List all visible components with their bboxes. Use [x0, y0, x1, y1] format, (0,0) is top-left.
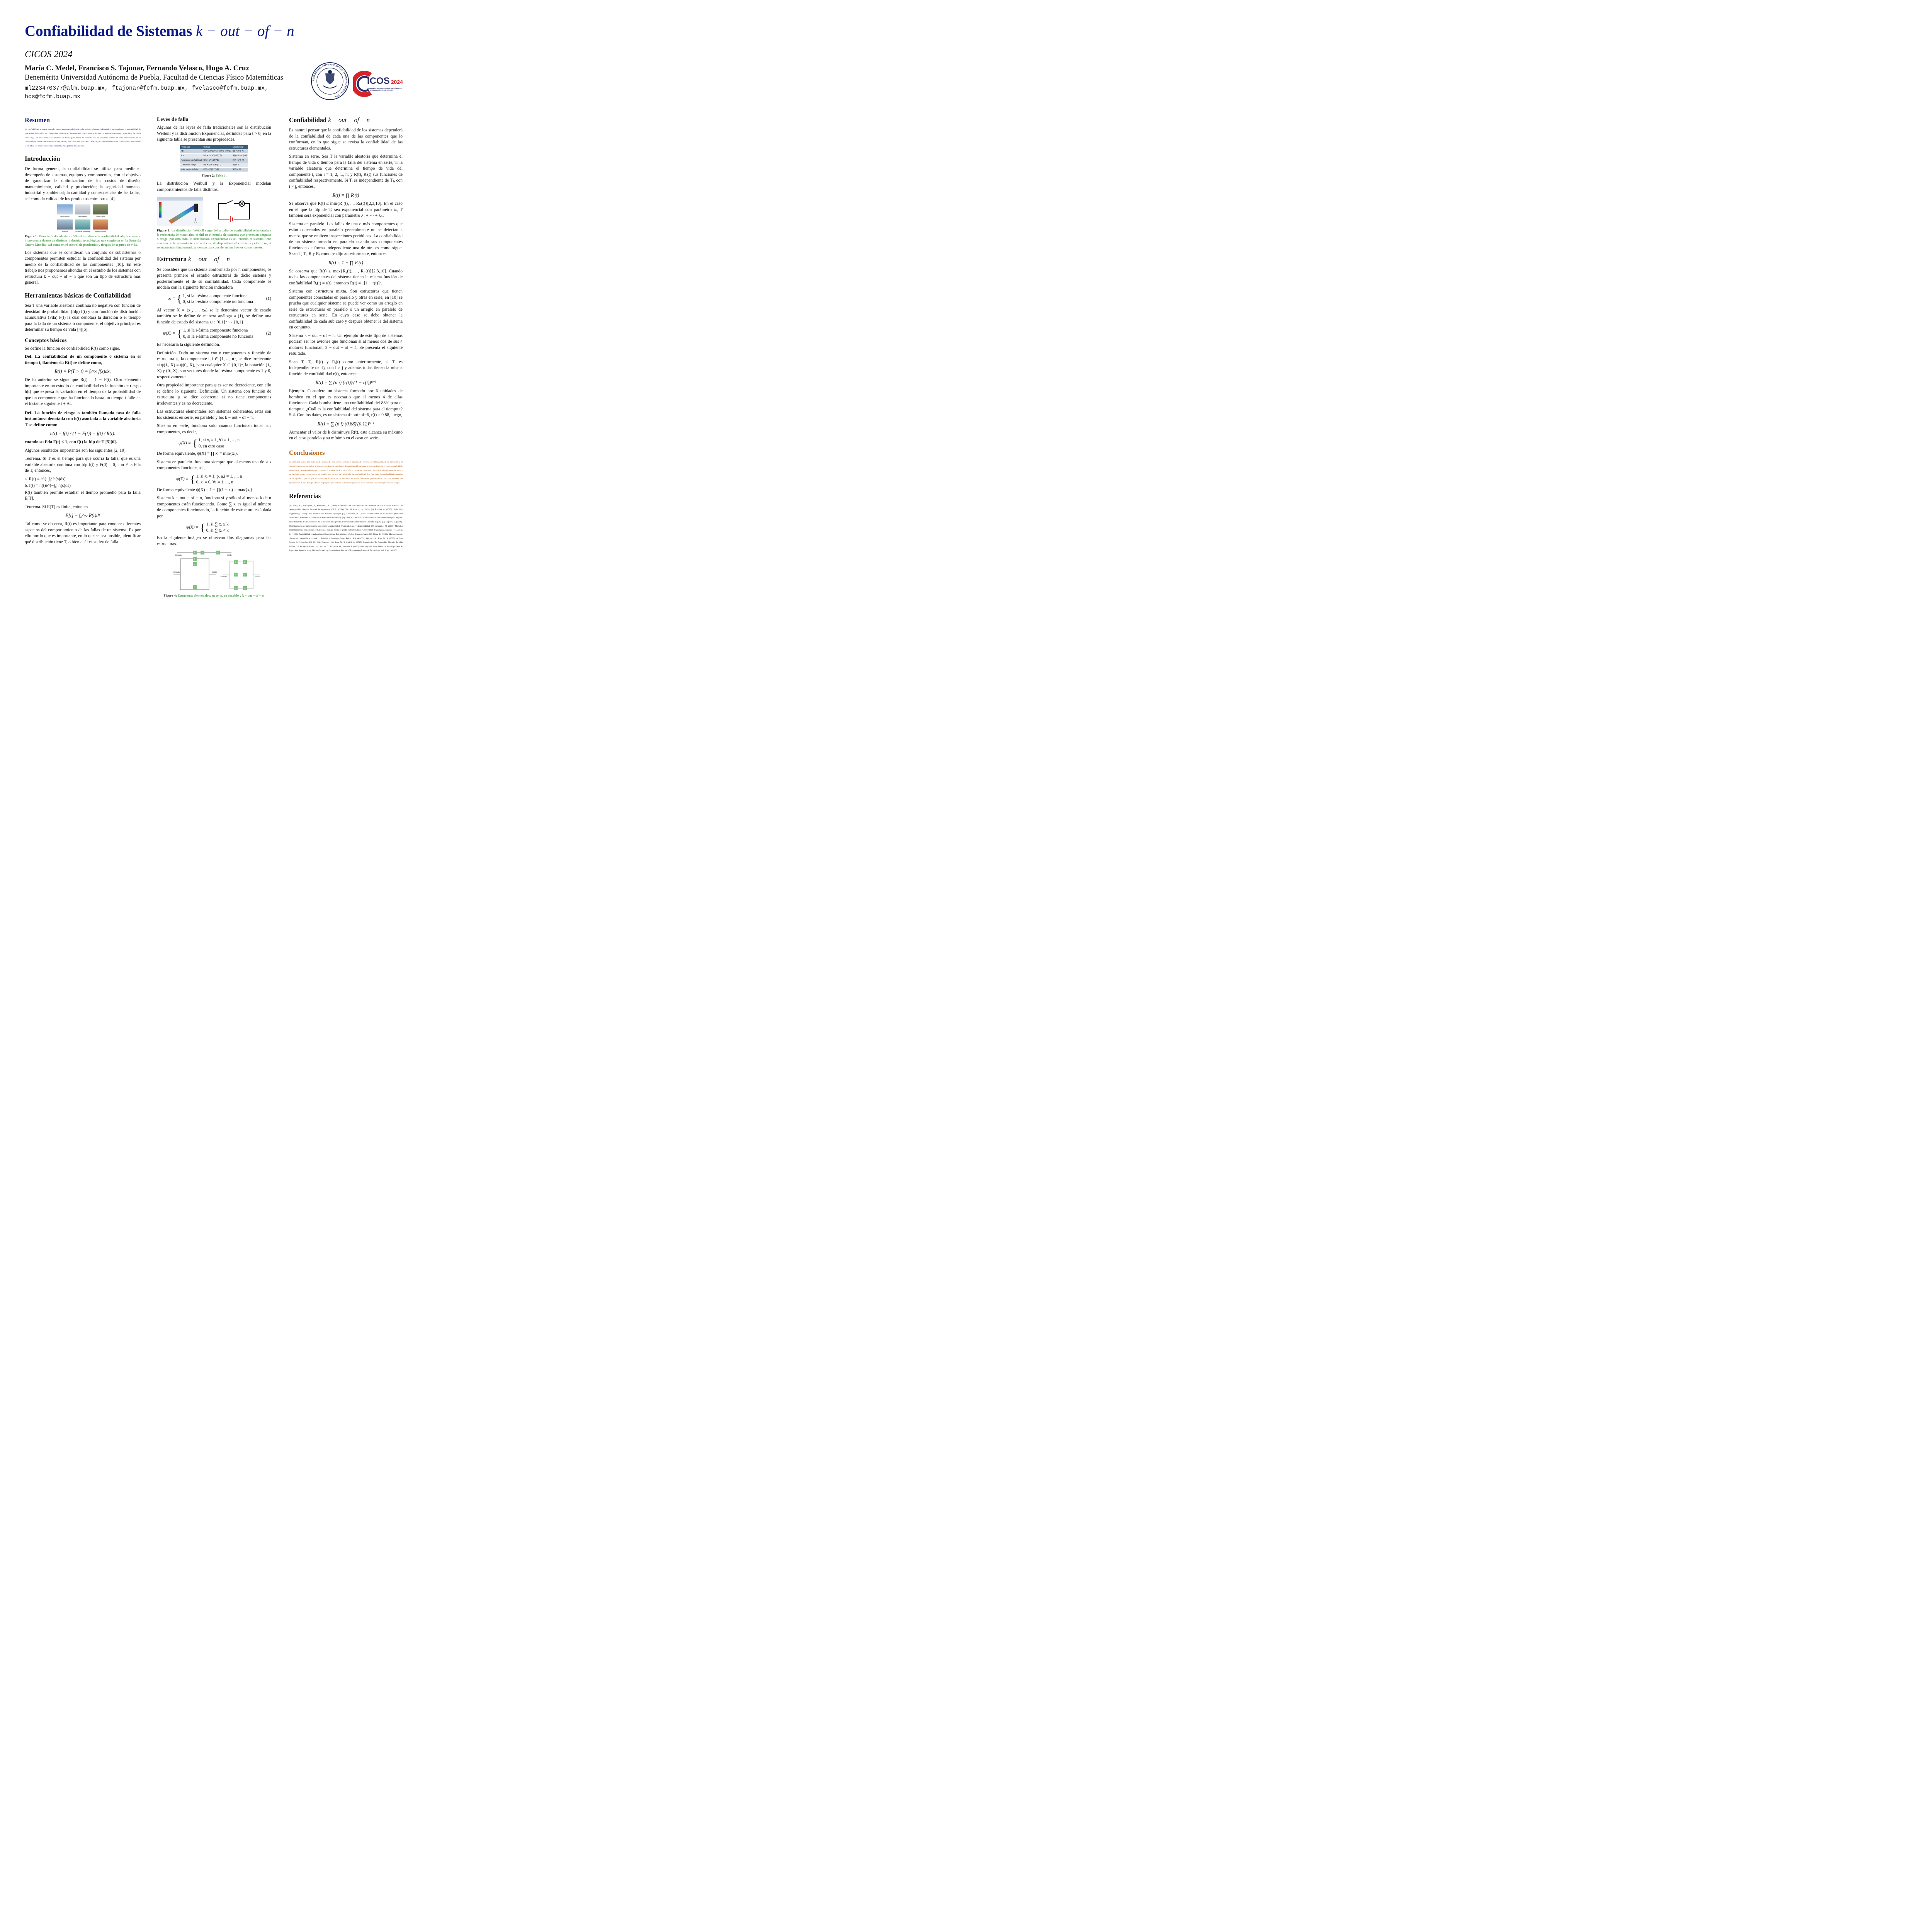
est-eq2-lhs: ψ(X) =: [163, 331, 176, 336]
table-cell: h(t) = (β/θ^β) t^(β−1): [202, 163, 232, 167]
resumen-text: La confiabilidad se puede entender como una característica de todo artículo, sistema o dispositivo, expresada por la probabilidad de que realice la función para la que fue diseñado en determinadas condiciones y durante un intervalo de tiempo específico, denotada como R(t). En este trabajo se estudiará la forma para medir la confiabilidad de sistemas cuando se tiene información de la confiabilidad de sus subsistemas o componentes, y se conoce su estructura. Además, se realiza el estudio de confiabilidad de sistemas k-out-of-n, los cuales poseen una estructura más general de conexión.: [25, 128, 141, 147]
table-cell: Función de riesgo: [180, 163, 202, 167]
conf-heading: [289, 116, 403, 124]
estructura-heading: [157, 255, 271, 264]
est-eq5-lhs: ψ(X) =: [186, 525, 199, 530]
fig1-thumb: [93, 219, 108, 232]
table-cell: E[T] = (θ/β) Γ(1/β): [202, 167, 232, 172]
cicos-sub2: EN OPTIMIZACIÓN Y SOFTWARE: [367, 89, 393, 91]
svg-text:3: 3: [244, 587, 245, 590]
est-p2: Al vector X = (x₁, ..., xₙ) se le denomina vector de estado también se le define de manera análoga a (1), se define una función de estado del sistema ψ : {0,1}ⁿ → {0,1}.: [157, 308, 271, 325]
estructura-heading-math: k − out − of − n: [188, 255, 230, 263]
cicos-sub1: CONGRESO INTERNACIONAL DE CÓMPUTO: [367, 87, 402, 89]
failure-laws-table: [180, 145, 248, 172]
circuit-image: [215, 200, 253, 223]
affiliation: Benemérita Universidad Autónoma de Puebla, Facultad de Ciencias Físico Matemáticas: [25, 73, 284, 82]
fig3-cap-label: Figure 3:: [157, 228, 170, 233]
est-p12: En la siguiente imágen se observan llos diagramas para las estructuras.: [157, 536, 271, 546]
conf-p2: Sistema en serie. Sea T la variable aleatoria que determina el tiempo de vida o tiempo para la falla del sistema en serie, Tᵢ la variable aleatoria que determina el tiempo de vida del componente i, con i = 1, 2, ..., n; y R(t), Rᵢ(t) sus funciones de confiabilidad respectivamente. Si Tᵢ es independiente de Tⱼ, con i ≠ j, entonces,: [289, 154, 403, 189]
fig4-cap-label: Figure 4:: [163, 594, 177, 598]
emails: [25, 84, 307, 101]
conf-p1: Es natural pensar que la confiabilidad de los sistemas dependerá de la confiabilidad de cada una de las componentes que lo conforman, en lo que sigue se revisa la confiabilidad de las estructuras elementales.: [289, 128, 403, 151]
figure-1-caption: [25, 234, 141, 247]
est-p9: Sistema en paralelo. funciona siempre que al menos una de sus componentes funcione, así,: [157, 459, 271, 471]
diag-entrada-2: Entrada: [173, 571, 180, 573]
table-cell: R(t) = e^(−λt): [232, 158, 248, 163]
conf-eq1: R(t) = ∏ Rᵢ(t): [332, 192, 359, 198]
herr-p1: Sea T una variable aleatoria continua no negativa con función de densidad de probabilidad (fdp) f(t) y con función de distribución acumulativa (Fda) F(t) la cual denotará la duración o el tiempo para la falla de un sistema o componente, el objetivo principal es determinar su tiempo de vida [4][5].: [25, 303, 141, 332]
column-3: [289, 116, 403, 556]
est-eq4-lhs: ψ(X) =: [176, 477, 189, 482]
est-eq4b: 0, xᵢ = 0, ∀i = 1, ..., n: [196, 480, 233, 485]
figure-1: [50, 204, 116, 233]
conf-eq3: R(t) = ∑ (n i) (r(t))ⁱ(1 − r(t))ⁿ⁻ⁱ: [315, 380, 376, 386]
cicos-word: ICOS: [367, 76, 390, 86]
table-cell: E(T) = 1/λ: [232, 167, 248, 172]
conference-name: CICOS 2024: [25, 49, 73, 60]
table-row: [180, 163, 248, 167]
fig2-cap-label: Figure 2:: [201, 173, 215, 178]
table-cell: F(t) = 1 − e^(−(t/θ)^β): [202, 154, 232, 158]
cicos-year: 2024: [391, 79, 403, 85]
est-p10: De forma equivalente ψ(X) = 1 − ∏(1 − xᵢ) = max{xᵢ}.: [157, 487, 253, 492]
diag-salida-1: Salida: [227, 554, 232, 556]
table-cell: f(t) = (β/θ^β) t^(β−1) e^(−(t/θ)^β): [202, 149, 232, 153]
fig1-cap-label: Figure 1:: [25, 234, 38, 238]
est-eq5: ψ(X) = { 1, si ∑ xᵢ ≥ k 0, si ∑ xᵢ < k: [186, 522, 229, 533]
conf-heading-math: k − out − of − n: [328, 116, 370, 124]
herr-def2b: cuando su Fda F(t) < 1, con f(t) la fdp de T [5][6].: [25, 440, 117, 445]
herr-p5: R(t) también permite estudiar el tiempo promedio para la falla E[T].: [25, 490, 141, 501]
figure-4-caption: [157, 594, 271, 598]
conclusiones-heading: Conclusiones: [289, 449, 325, 456]
column-1: [25, 116, 141, 548]
leyes-p1: Algunas de las leyes de falla tradicionales son la distribución Weibull y la distribución Exponencial, definidas para t > 0, en la siguiente tabla se presentan sus propiedades.: [157, 125, 271, 142]
est-p11: Sistema k − out − of − n, funciona sí y sólo sí al menos k de n componentes están funcionando. Como ∑ xᵢ es igual al número de componentes funcionando, la función de estructura está dada por: [157, 496, 271, 519]
conf-p10: Aumentar el valor de k disminuye R(t), esta alcanza su máximo en el caso paralelo y su mínimo en el caso en serie.: [289, 430, 403, 441]
fig1-label: Aeroespacial: [60, 215, 70, 217]
herr-teo1a: a. R(t) = e^(−∫₀ᵗ h(s)ds): [25, 476, 66, 481]
fig1-thumb: [57, 219, 73, 232]
table-cell: fdp: [180, 149, 202, 153]
table-cell: h(t) = λ: [232, 163, 248, 167]
est-p8: De forma equivalente, ψ(X) = ∏ xᵢ = min{xᵢ}.: [157, 451, 238, 456]
fig1-thumb: [75, 204, 90, 217]
conclusiones-text: La confiabilidad es una función del diseño del dispositivo, sistema o equipo, del proceso de fabricación, de la operación y el mantenimiento que se realice al dispositivo, sistema o equipo; y de otras consideraciones de ingeniería como el costo, complejidad, el tamaño y peso real del equipo o sistema. Los sistemas k − out − of − n contienen como caso particular a los sistemas en serie y en paralelo, son en consecuencia un modelo más general para el estudio de confiabilidad. Las funciones de confiabilidad dependen de la fdp de T, por lo que es importante ahondar en los modelos de ajuste, aunque es posible optar por otros métodos no paramétricos. Como trabajo a futuro se propone profundizar en la investigación de estos sistemas con investigaciones de campo.: [289, 461, 403, 484]
buap-logo: [311, 62, 349, 100]
est-eq4a: 1, si xᵢ = 1, p. a.i = 1, ..., n: [196, 474, 242, 479]
conf-p4: Sistema en paralelo. Las fallas de una o más componentes que están conectados en paralelo generalmente no se detectan a menos que se realicen inspecciones periódicas. La confiabilidad de un sistema armado en paralelo cuando sus componentes funcionan de forma independiente una de otra es como sigue. Sean T, Tᵢ, R y Rᵢ como se dijo anteriormente, entonces: [289, 221, 403, 257]
conf-p8: Sean T, Tᵢ, R(t) y Rᵢ(t) como anteriormente, si Tᵢ es independiente de Tⱼ, con i ≠ j y además todas tienen la misma función de confiabilidad r(t), entonces:: [289, 359, 403, 376]
est-eq2b: 0, si la i-ésima componente no funciona: [183, 334, 253, 339]
fig1-label: Control de pandemias: [75, 230, 90, 233]
herr-p3: De lo anterior se sigue que R(t) = 1 − F(t). Otro elemento importante en un estudio de confiabilidad es la función de riesgo h(t) que expresa la variación en el tiempo de la probabilidad de que un componente que ha funcionado hasta un tiempo t falle en el instante siguiente t + Δt.: [25, 378, 141, 406]
fig1-label: Aeronáutica: [78, 215, 87, 217]
est-eq5a: 1, si ∑ xᵢ ≥ k: [206, 522, 229, 527]
svg-text:⋮: ⋮: [194, 572, 196, 574]
herr-p2: Se define la función de confiabilidad R(t) como sigue.: [25, 346, 121, 351]
authors: María C. Medel, Francisco S. Tajonar, Fernando Velasco, Hugo A. Cruz: [25, 64, 249, 72]
table-cell: f(t) = λe^(−λt): [232, 149, 248, 153]
conf-p5: Se observa que R(t) ≥ max{R₁(t), ..., Rₙ(t)}[2,3,10]. Cuando todas las componentes del sistema tienen la misma función de confiabilidad Rᵢ(t) = r(t), entonces R(t) = 1[1 − r(t)]ⁿ.: [289, 269, 403, 286]
fig1-label: Energía: [62, 230, 68, 233]
beam-stress-image: [157, 197, 203, 226]
est-eq1: xᵢ = { 1, si la i-ésima componente funciona 0, si la i-ésima componente no funciona (1): [168, 293, 271, 305]
conf-p7: Sistema k − out − of − n. Un ejemplo de este tipo de sistemas podrían ser los aviones que funcionan si al menos dos de sus 4 motores funcionan, 2 − out − of − 4. Se presenta el siguiente resultado.: [289, 333, 403, 356]
svg-text:2: 2: [202, 552, 203, 554]
table-header: Exponencial: [232, 145, 248, 150]
conf-p3: Se observa que R(t) ≤ min{R₁(t), ..., Rₙ(t)}[2,3,10]. En el caso en el que la fdp de Tᵢ sea exponencial con parámetro λᵢ, T también será exponencial con parámetro λ₁ + ··· + λₙ.: [289, 201, 403, 218]
fig3-cap-text: La distribución Weibull surge del estudio de confiabilidad relacionada a la resistencia de materiales, es útil en el estudio de sistemas que presentan desgaste o fatiga, por otro lado, la distribución Exponencial es útil cuando el sistema tiene una tasa de falla constante, como el caso de dispositivos electrónicos y eléctricos, si se encuentran funcionando al tiempo t se consideran tan buenos como nuevos.: [157, 228, 271, 250]
emails-line-1: ml223470377@alm.buap.mx, ftajonar@fcfm.buap.mx, fvelasco@fcfm.buap.mx,: [25, 85, 269, 92]
fig1-cap-text: Durante la década de los 50's el estudio de la confiabilidad adquirió mayor importancia dentro de distintas industrias tecnológicas que surgieron en la Segunda Guerra Mundial, así como en el control de pandemias y riesgos de seguros de vida.: [25, 234, 141, 247]
leyes-p2: La distribución Weibull y la Exponencial modelan comportamientos de falla distintos.: [157, 181, 271, 192]
conf-eq2: R(t) = 1 − ∏ Fᵢ(t): [328, 260, 363, 265]
figure-4-diagrams: [162, 549, 266, 592]
est-eq3-lhs: ψ(X) =: [179, 440, 191, 446]
figure-3-caption: [157, 228, 271, 250]
resumen-heading: Resumen: [25, 116, 50, 124]
svg-text:2: 2: [235, 587, 236, 590]
fig1-thumb: [57, 204, 73, 217]
cicos-logo: [353, 70, 403, 101]
intro-heading: Introducción: [25, 155, 60, 162]
title-math: k − out − of − n: [196, 23, 294, 39]
herr-eq2: h(t) = f(t) / (1 − F(t)) = f(t) / R(t).: [50, 431, 116, 437]
est-eq3: ψ(X) = { 1, si xᵢ = 1, ∀i = 1, ..., n 0, en otro caso: [179, 437, 240, 449]
est-p1: Se considera que un sistema conformado por n componentes, se presenta primero el estudio estructural de dicho sistema y posteriormente el de su confiabilidad. Cada componente se modela con la siguiente función indicadora: [157, 267, 271, 290]
est-eq1-lhs: xᵢ =: [168, 296, 175, 301]
herr-def1: Def. La confiabilidad de un componente o sistema en el tiempo t, llamémosla R(t) se define como,: [25, 354, 141, 365]
conf-eq4: R(t) = ∑ (6 i) (0.88)ⁱ(0.12)⁶⁻ⁱ: [317, 421, 374, 427]
est-eq4: ψ(X) = { 1, si xᵢ = 1, p. a.i = 1, ..., n 0, xᵢ = 0, ∀i = 1, ..., n: [176, 474, 242, 485]
svg-text:1: 1: [194, 558, 195, 560]
table-cell: R(t) = e^(−(t/θ)^β): [202, 158, 232, 163]
title-text: Confiabilidad de Sistemas: [25, 23, 192, 39]
est-eq5b: 0, si ∑ xᵢ < k: [206, 528, 229, 533]
diag-salida-2: Salida: [212, 571, 217, 573]
conf-heading-text: Confiabilidad: [289, 116, 327, 124]
herr-p6: Tal como se observa, R(t) es importante para conocer diferentes aspectos del comportamiento de las fallas de un sistema. Es por ello por lo que es importante, en lo que se sea posible, identificar qué distribución tiene T, o bien cuál es su ley de falla.: [25, 522, 141, 544]
table-cell: Valor medio de falla: [180, 167, 202, 172]
table-header: Propiedad: [180, 145, 202, 150]
table-row: [180, 154, 248, 158]
table-cell: Fda: [180, 154, 202, 158]
fig2-cap-text: Tabla 1.: [216, 173, 227, 178]
buap-ring-text: BENEMÉRITA UNIVERSIDAD AUTÓNOMA DE PUEBLA · 1578: [312, 63, 348, 98]
fig4-cap-text: Estructuras elementales: en serie, en paralelo y k − out − of − n.: [177, 594, 265, 598]
table-row: [180, 149, 248, 153]
conf-p9: Ejemplo. Considere un sistema formado por 6 unidades de bombeo en el que es necesario que al menos 4 de ellas funcionen. Cada bomba tiene una confiabilidad del 88% para el tiempo t. ¿Cuál es la confiabilidad del sistema para el tiempo t? Sol. Con los datos, es un sistema 4−out−of−6, r(t) = 0.88, luego,: [289, 389, 403, 418]
fig1-thumb: [93, 204, 108, 217]
est-eq1a: 1, si la i-ésima componente funciona: [182, 293, 248, 298]
leyes-heading: Leyes de falla: [157, 117, 189, 122]
est-eq2: ψ(X) = { 1, si la i-ésima componente funciona 0, si la i-ésima componente no funciona (2): [163, 328, 271, 339]
svg-text:3: 3: [244, 574, 245, 576]
diag-n: n: [217, 552, 218, 554]
svg-text:1: 1: [194, 552, 195, 554]
diag-entrada-1: Entrada: [175, 554, 182, 556]
svg-text:2: 2: [194, 563, 195, 566]
est-p5: Otra propiedad importante para ψ es ser no decreciente, con ello se define lo siguiente. Definición. Un sistema con función de estructuta ψ se dice coherente si no tiene componentes irrelevantes y es no decreciente.: [157, 383, 271, 406]
intro-p1: De forma general, la confiabilidad se utiliza para medir el desempeño de sistemas, equipos y componentes, con el objetivo de garantizar la optimización de los costos de diseño, mantenimiento, calidad y producción; la seguridad humana, industrial y ambiental; la cantidad y consecuencias de las fallas; así como la calidad de los productos entre otros [4].: [25, 167, 141, 201]
referencias-heading: Referencias: [289, 492, 321, 500]
table-cell: Función de confiabilidad: [180, 158, 202, 163]
est-p3: Es necesaria la siguiente definición.: [157, 342, 220, 347]
table-header: Weibull: [202, 145, 232, 150]
emails-line-2: hcs@fcfm.buap.mx: [25, 94, 81, 100]
svg-text:2: 2: [244, 561, 245, 563]
svg-text:1: 1: [235, 574, 236, 576]
intro-p2: Los sistemas que se consideran un conjunto de subsistemas o componentes permiten estudiar la confiabilidad del sistema por medio de la confiabilidad de las componentes [10]. En este trabajo nos proponemos ahondar en el estudio de los sistemas con estructura k − out − of − n que son un tipo de estructura más general.: [25, 250, 141, 285]
fig1-label: Seguros de vida: [95, 230, 106, 233]
fig1-thumb: [75, 219, 90, 232]
table-row: [180, 158, 248, 163]
herr-teo2: Teorema. Si E[T] es finita, entonces: [25, 504, 88, 509]
herramientas-heading: Herramientas básicas de Confiabilidad: [25, 291, 131, 299]
herr-teo1b: b. f(t) = h(t)e^(−∫₀ᵗ h(s)ds): [25, 483, 71, 488]
table-cell: F(t) = 1 − e^(−λt): [232, 154, 248, 158]
poster-title: [25, 22, 294, 40]
est-eq2a: 1, si la i-ésima componente funciona: [183, 328, 248, 333]
est-p6: Las estructuras elementales son sistemas coherentes, estas son los sistemas en serie, en paralelo y los k − out − of − n.: [157, 409, 271, 420]
poster-page: [0, 0, 426, 602]
herr-eq3: E[t] = ∫₀^∞ R(t)dt: [65, 513, 100, 519]
estructura-heading-text: Estructura: [157, 255, 187, 263]
herr-eq1: R(t) = P(T > t) = ∫ₜ^∞ f(x)dx.: [54, 369, 111, 374]
diag-n-2: n: [194, 586, 195, 588]
fig1-label: Equipo militar: [95, 215, 105, 217]
diag-entrada-3: Entrada: [221, 576, 227, 578]
est-p7: Sistema en serie, funciona solo cuando funcionan todas sus componentes, es decir,: [157, 423, 271, 434]
figure-3: [157, 197, 271, 226]
svg-text:1: 1: [235, 561, 236, 563]
herr-p4: Algunos resultados importantes son los siguientes [2, 10].: [25, 448, 127, 453]
column-2: [157, 116, 271, 601]
conceptos-heading: Conceptos básicos: [25, 337, 67, 344]
est-eq1b: 0, si la i-ésima componente no funciona: [182, 299, 253, 304]
est-eq3a: 1, si xᵢ = 1, ∀i = 1, ..., n: [198, 438, 240, 443]
est-eq1-num: (1): [266, 296, 271, 301]
conf-p6: Sistema con estructura mixta. Son estructuras que tienen componentes conectadas en paralelo y otras en serie, en [10] se prueba que cualquier sistema se puede ver como un arreglo en serie de estructuras en paralelo o un arreglo en paralelo de estructuras en serie. En cuyo caso se debe obtener la confiabilidad de cada sub caso y después obtener la del sistema en conjunto.: [289, 289, 403, 330]
est-eq2-num: (2): [266, 331, 271, 336]
herr-teo1: Teorema. Si T es el tiempo para que ocurra la falla, que es una variable aleatoria continua con fdp f(t) y F(0) = 0, con F la Fda de T, entonces,: [25, 456, 141, 473]
est-p4: Definición. Dado un sistema con n componentes y función de estructura ψ, la componente i, i ∈ {1, ..., n}, se dice irrelevante si ψ(1ᵢ, X) = ψ(0ᵢ, X), para cualquier X ∈ {0,1}ⁿ, la notación (1ᵢ, X) y (0ᵢ, X), son vectores donde la i-ésima componente es 1 y 0, respectivamente.: [157, 350, 271, 379]
est-eq3b: 0, en otro caso: [198, 444, 224, 449]
figure-2-caption: [157, 173, 271, 178]
referencias-text: [1]. Béra, R., Rodríguez, J., Hernández, J. (2003). Evaluación de confiabilidad de sistemas de distribución eléctrica en desregulación. Revista facultad de ingeniería, U.T.A. (Chile), Vol. 11 num. 1, pp. 33-39. [2]. Birolini, A. (2017). Reliability Engineering: Theory and Practice. 8th Edición. Springer. [3]. Contreras, R. (2022). Confiabilidad en la industria (Doctoral dissertation, Benemérita Universidad Autónoma de Puebla). [4]. Díaz, C. (2018) La confiabilidad como herramienta para mejorar el alistamiento de las aeronaves de la aviación del ejército. Universidad Militar Nueva Granada. España [5]. Espinel, E. (2016). Distribuciones no tradicionales para medir confiabilidad, Mantenibilidad y disponibilidad. [6]. Jaramillo, M. (2019) Modelos probabilísticos y estadísticos en fiabilidad. Trabajo de fin de grado en Matemáticas. Universidad de Zaragoza. España. [7]. Meyer, P., (1992): Probabilidad y Aplicaciones Estadísticas. Ed. Addison-Wesley Iberoamericana. [8]. Mora, L. (2009). Mantenimiento, planeación, ejecución y control. 1ª Edición. Alfaomega Grupo Editor, S.A. de C.V., México. [9]. Ross, M. S. (2023). A First Course In Probability. Ed. 10, Edit. Pearson. [10]. Ross, M. S. And R. A. (2019). Introduction To Probability Models. Twelfth Edition, Ed. Academic Press. [11]. Saritha, G., Tirumala, M., Sumathi, T. (2020) Reliability and Availability for Non-Repairable & Repairable Systems using Markov Modelling. International Journal of Engineering Research Technology. Vol. 2, pp. 169-174.: [289, 504, 403, 552]
diag-salida-3: Salida: [255, 576, 260, 578]
herr-def2: Def. La función de riesgo o también llamada tasa de falla instantánea denotada con h(t) asociada a la variable aleatoria T se define como:: [25, 410, 141, 427]
table-row: [180, 167, 248, 172]
